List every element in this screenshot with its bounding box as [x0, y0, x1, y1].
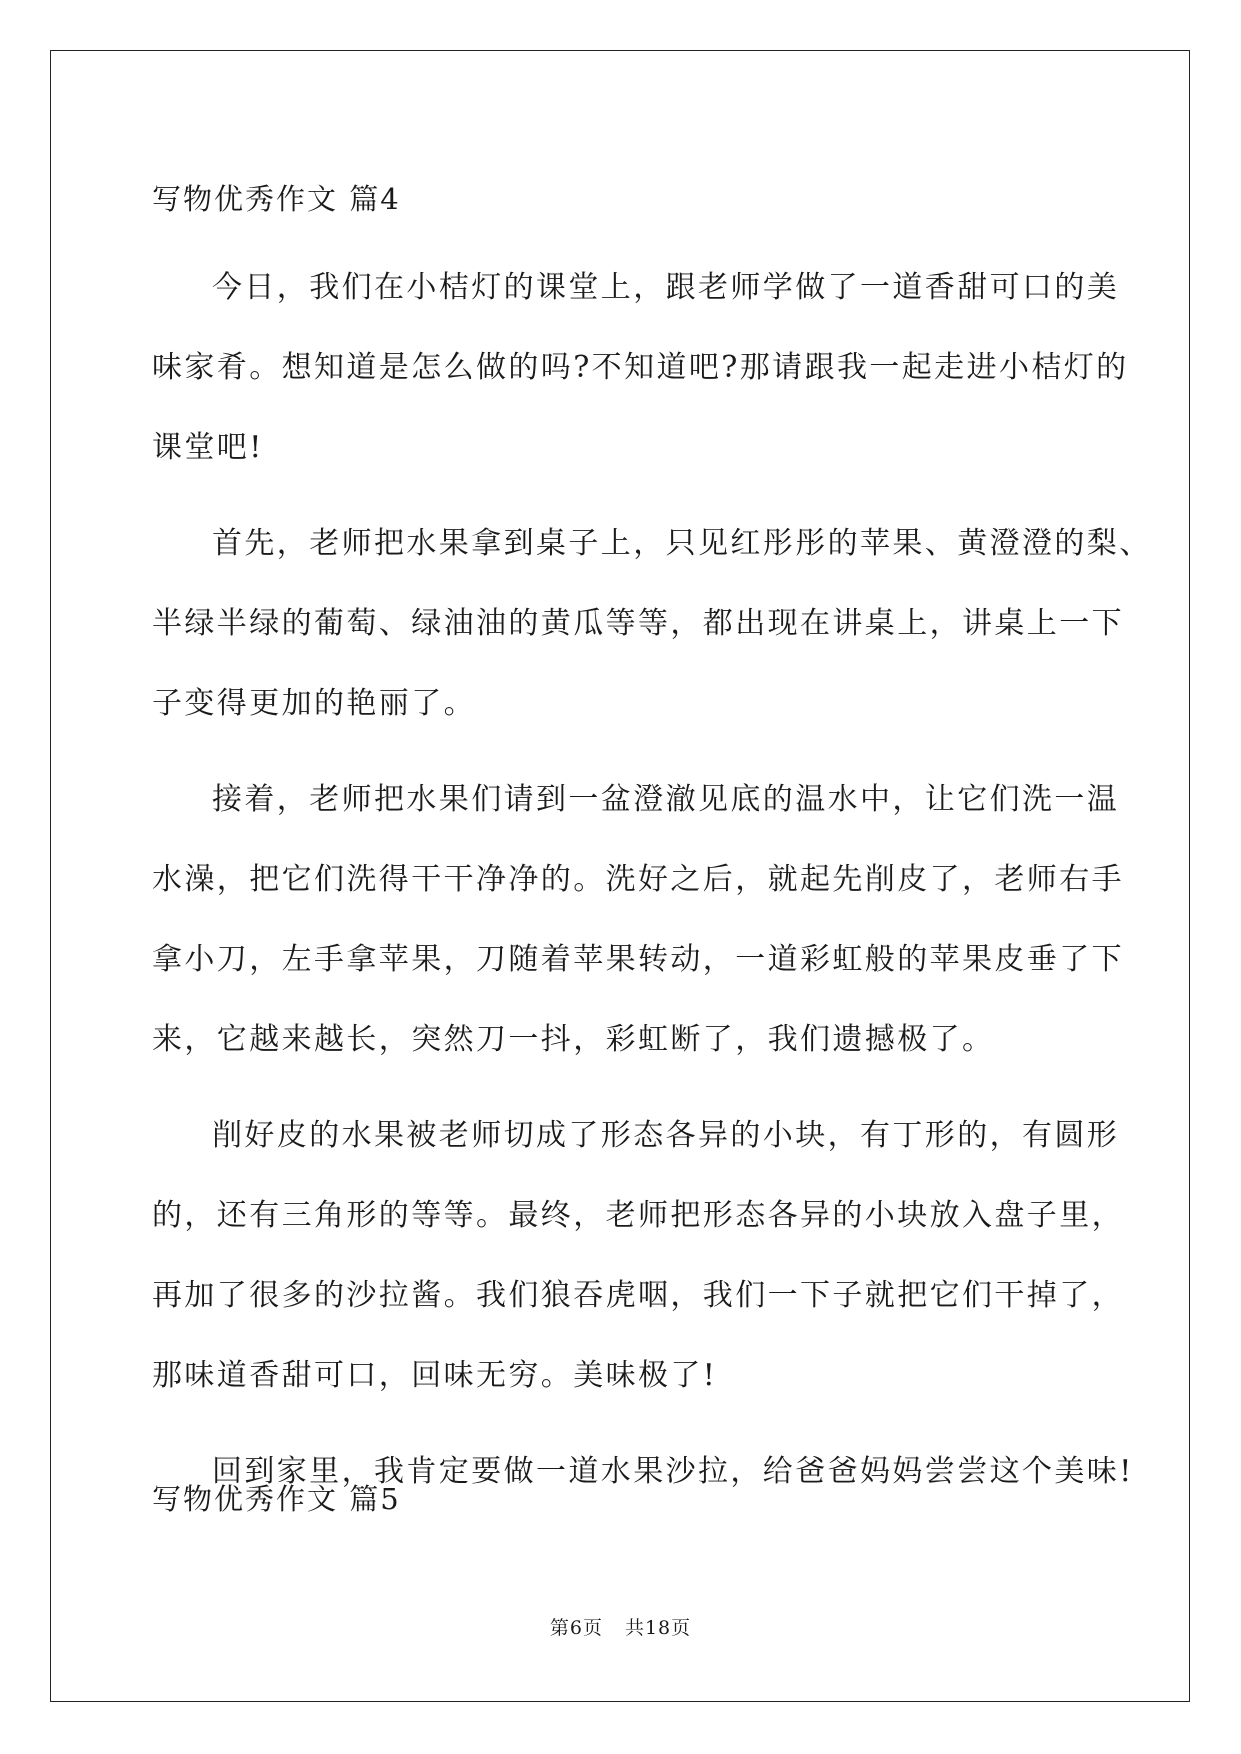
- current-page-number: 第6页: [549, 1617, 603, 1639]
- text-line: 子变得更加的艳丽了。: [152, 686, 476, 721]
- text-line: 再加了很多的沙拉酱。我们狼吞虎咽，我们一下子就把它们干掉了，: [152, 1278, 1124, 1313]
- text-line: 来，它越来越长，突然刀一抖，彩虹断了，我们遗撼极了。: [152, 1022, 995, 1057]
- paragraph: [152, 760, 1124, 1080]
- section-heading: 写物优秀作文 篇5: [152, 1482, 401, 1516]
- paragraph: [152, 248, 1129, 488]
- text-line: 接着，老师把水果们请到一盆澄澈见底的温水中，让它们洗一温: [212, 782, 1120, 817]
- page-footer: [0, 1613, 1241, 1640]
- text-line: 课堂吧!: [152, 430, 264, 465]
- text-line: 味家肴。想知道是怎么做的吗?不知道吧?那请跟我一起走进小桔灯的: [152, 350, 1129, 385]
- total-page-count: 共18页: [624, 1617, 692, 1639]
- paragraph: [152, 1096, 1124, 1416]
- text-line: 今日，我们在小桔灯的课堂上，跟老师学做了一道香甜可口的美: [212, 270, 1120, 305]
- text-line: 水澡，把它们洗得干干净净的。洗好之后，就起先削皮了，老师右手: [152, 862, 1124, 897]
- text-line: 回到家里，我肯定要做一道水果沙拉，给爸爸妈妈尝尝这个美味!: [212, 1454, 1134, 1489]
- text-line: 那味道香甜可口，回味无穷。美味极了!: [152, 1358, 718, 1393]
- text-line: 首先，老师把水果拿到桌子上，只见红彤彤的苹果、黄澄澄的梨、: [212, 526, 1152, 561]
- section-heading: 写物优秀作文 篇4: [152, 182, 401, 216]
- document-body: [152, 166, 1152, 1512]
- text-line: 的，还有三角形的等等。最终，老师把形态各异的小块放入盘子里，: [152, 1198, 1124, 1233]
- text-line: 半绿半绿的葡萄、绿油油的黄瓜等等，都出现在讲桌上，讲桌上一下: [152, 606, 1124, 641]
- text-line: 削好皮的水果被老师切成了形态各异的小块，有丁形的，有圆形: [212, 1118, 1120, 1153]
- text-line: 拿小刀，左手拿苹果，刀随着苹果转动，一道彩虹般的苹果皮垂了下: [152, 942, 1124, 977]
- paragraph: [152, 504, 1152, 744]
